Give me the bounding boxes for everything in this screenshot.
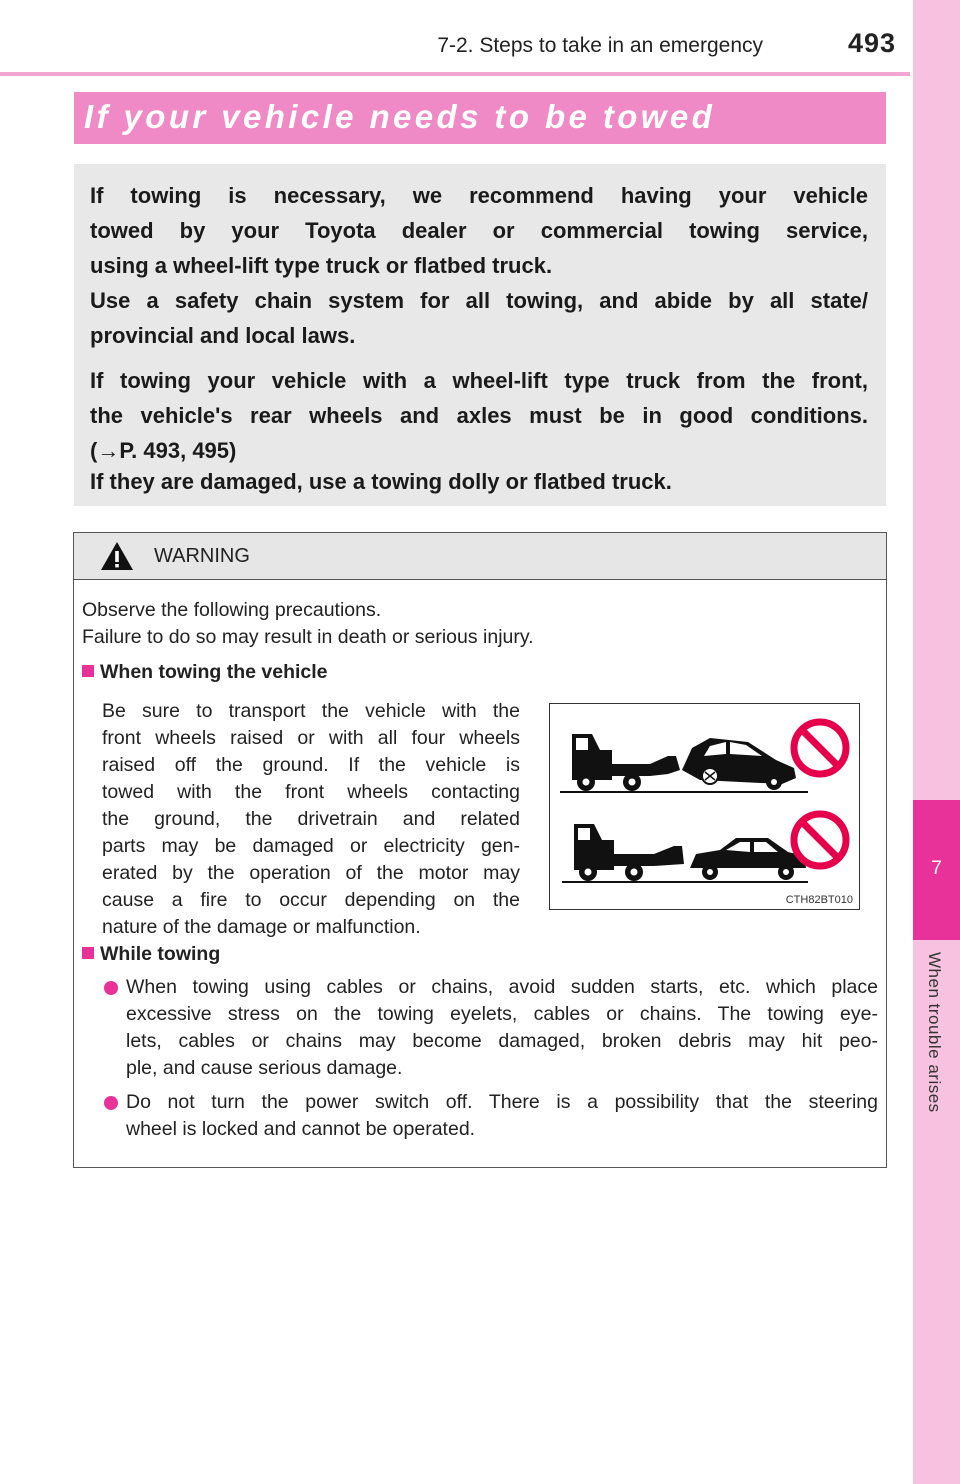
subsection-heading	[82, 661, 328, 684]
towed-car-top	[682, 738, 796, 790]
ref-pages: P. 493, 495)	[119, 438, 237, 463]
page-number: 493	[847, 28, 896, 58]
warning-line: front wheels raised or with all four wheels	[102, 727, 520, 749]
intro-line: provincial and local laws.	[90, 323, 356, 348]
warning-line: cause a fire to occur depending on the	[102, 889, 520, 911]
illustration-code: CTH82BT010	[785, 894, 853, 906]
warning-line: parts may be damaged or electricity gen-	[102, 835, 520, 857]
warning-header	[74, 533, 886, 580]
warning-line: the ground, the drivetrain and related	[102, 808, 520, 830]
bullet-line: ple, and cause serious damage.	[126, 1057, 403, 1079]
subsection-title: When towing the vehicle	[100, 661, 328, 683]
intro-line: If towing is necessary, we recommend having your vehicle	[90, 183, 868, 208]
towed-car-bottom	[690, 838, 806, 880]
intro-line: the vehicle's rear wheels and axles must be in good conditions.	[90, 403, 868, 428]
intro-box	[74, 164, 886, 506]
bullet-line: Do not turn the power switch off. There is a possibility that the steering	[126, 1091, 878, 1113]
intro-line: Use a safety chain system for all towing, and abide by all state/	[90, 288, 868, 313]
section-header: 7-2. Steps to take in an emergency	[437, 34, 763, 57]
side-tab	[913, 0, 960, 1484]
bullet-line: excessive stress on the towing eyelets, cables or chains. The towing eye-	[126, 1003, 878, 1025]
bullet-line: When towing using cables or chains, avoid sudden starts, etc. which place	[126, 976, 878, 998]
square-bullet-icon	[82, 665, 94, 677]
chapter-number: 7	[931, 858, 942, 879]
bullet-line: wheel is locked and cannot be operated.	[126, 1118, 476, 1140]
prohibited-icon-top	[794, 722, 846, 774]
circle-bullet-icon	[104, 981, 118, 995]
intro-line: using a wheel-lift type truck or flatbed truck.	[90, 253, 553, 278]
warning-line: raised off the ground. If the vehicle is	[102, 754, 520, 776]
subsection-heading	[82, 943, 220, 966]
intro-line: If towing your vehicle with a wheel-lift type truck from the front,	[90, 368, 868, 393]
precaution-text: Observe the following precautions.	[82, 599, 382, 621]
page-title: If your vehicle needs to be towed	[84, 98, 716, 135]
arrow-icon: →	[97, 438, 120, 463]
square-bullet-icon	[82, 947, 94, 959]
title-bar	[74, 92, 886, 144]
towing-diagram	[550, 704, 859, 909]
page-reference	[90, 433, 868, 468]
tow-truck-bottom	[574, 824, 684, 881]
precaution-text: Failure to do so may result in death or serious injury.	[82, 626, 534, 648]
ref-open-paren: (	[90, 438, 98, 463]
prohibited-icon-bottom	[794, 814, 846, 866]
intro-line: If they are damaged, use a towing dolly or flatbed truck.	[90, 469, 672, 494]
bullet-line: lets, cables or chains may become damaged, broken debris may hit peo-	[126, 1030, 878, 1052]
warning-line: Be sure to transport the vehicle with the	[102, 700, 520, 722]
warning-line: nature of the damage or malfunction.	[102, 916, 421, 938]
warning-triangle-icon	[100, 541, 134, 571]
warning-label: WARNING	[154, 545, 250, 567]
chapter-title: When trouble arises	[925, 952, 944, 1113]
circle-bullet-icon	[104, 1096, 118, 1110]
header-rule	[0, 72, 910, 76]
warning-line: erated by the operation of the motor may	[102, 862, 520, 884]
intro-line: towed by your Toyota dealer or commercial towing service,	[90, 218, 868, 243]
warning-line: towed with the front wheels contacting	[102, 781, 520, 803]
tow-truck-top	[572, 734, 680, 791]
towing-illustration	[549, 703, 860, 910]
subsection-title: While towing	[100, 943, 221, 965]
